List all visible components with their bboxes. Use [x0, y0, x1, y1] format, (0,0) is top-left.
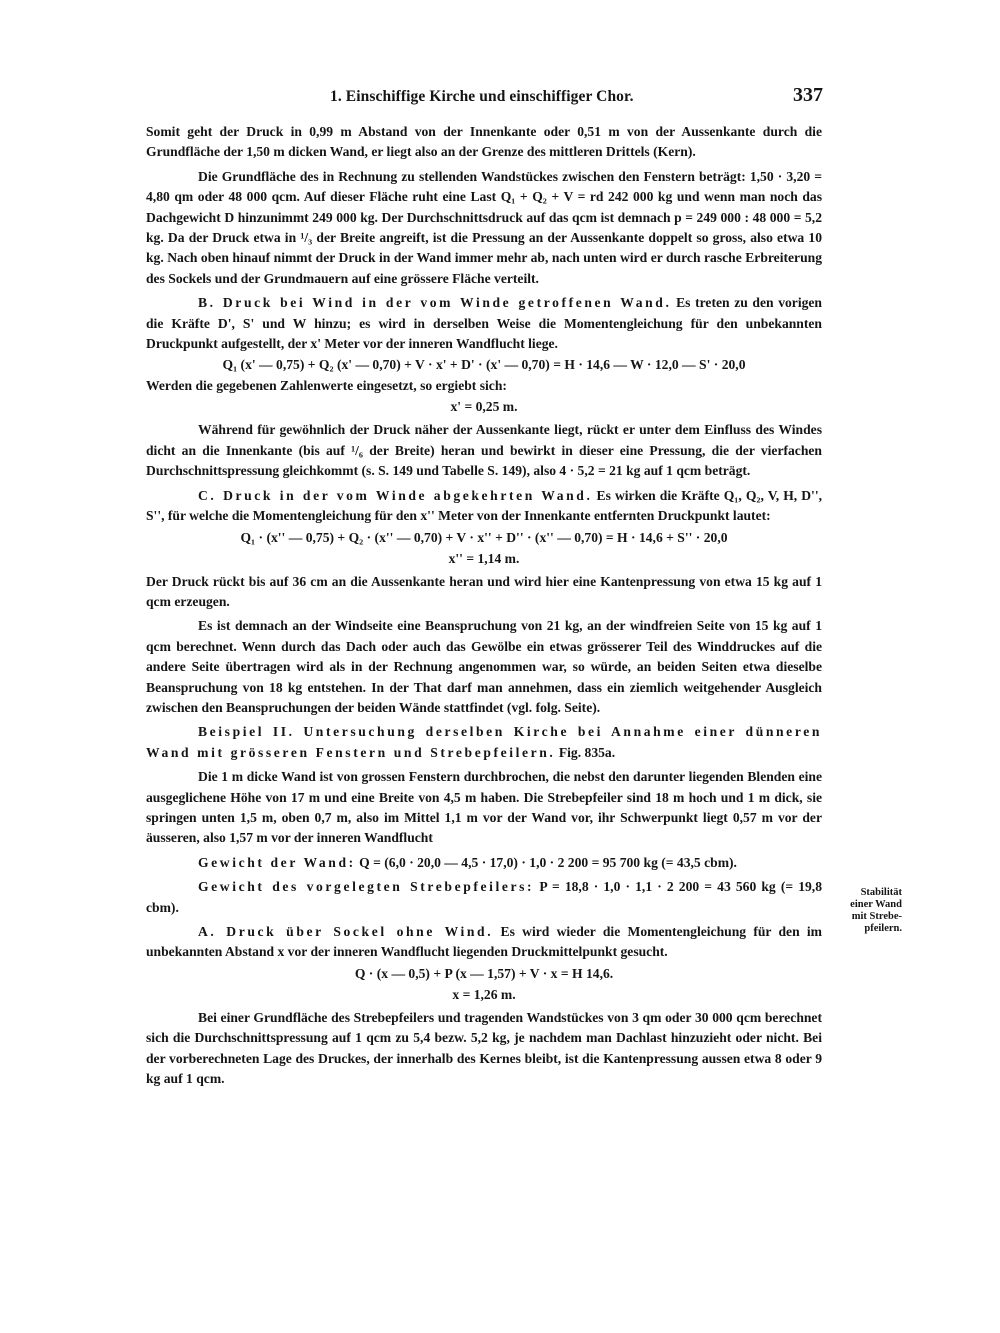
margin-note-line: Stabilität	[860, 887, 902, 898]
paragraph: Der Druck rückt bis auf 36 cm an die Aussenkante heran und wird hier eine Kantenpressung von etwa 15 kg auf 1 qcm erzeugen.	[146, 573, 822, 609]
weight-wall: Gewicht der Wand: Q = (6,0 · 20,0 — 4,5 · 17,0) · 1,0 · 2 200 = 95 700 kg (= 43,5 cbm).	[198, 854, 737, 870]
margin-note-line: einer Wand	[850, 899, 902, 910]
paragraph: Es ist demnach an der Windseite eine Beanspruchung von 21 kg, an der windfreien Seite von 15 kg auf 1 qcm berechnet. Wenn durch das Dach oder auch das Gewölbe ein etwas grösserer Teil des Winddruckes auf die andere Seite übertragen wird als in der Rechnung angenommen war, so würde, an beiden Seiten etwa dieselbe Beanspruchung von 18 kg entstehen. In der That darf man annehmen, dass ein ziemlich weitgehender Ausgleich zwischen den Beanspruchungen der beiden Wände stattfindet (vgl. folg. Seite).	[146, 618, 822, 715]
equation-note: Werden die gegebenen Zahlenwerte eingesetzt, so ergiebt sich:	[146, 378, 507, 394]
paragraph: Bei einer Grundfläche des Strebepfeilers und tragenden Wandstückes von 3 qm oder 30 000 qcm berechnet sich die Durchschnittspressung auf 1 qcm zu 5,4 bezw. 5,2 kg, je nachdem man Dachlast hinzuzieht oder nicht. Bei der vorberechneten Lage des Druckes, der innerhalb des Kernes bleibt, ist die Kantenpressung aussen etwa 8 oder 9 kg auf 1 qcm.	[146, 1009, 822, 1087]
paragraph: Die Grundfläche des in Rechnung zu stellenden Wandstückes zwischen den Fenstern beträgt: 1,50 · 3,20 = 4,80 qm oder 48 000 qcm. Auf dieser Fläche ruht eine Last Q₁ + Q₂ + V = rd 242 000 kg und wenn man noch das Dachgewicht D hinzunimmt 249 000 kg. Der Durchschnittsdruck auf das qcm ist demnach p = 249 000 : 48 000 = 5,2 kg. Da der Druck etwa in ¹/₃ der Breite angreift, ist die Pressung an der Aussenkante doppelt so gross, also etwa 10 kg. Nach oben hinauf nimmt der Druck in der Wand immer mehr ab, nach unten wird er durch rasche Erbreiterung des Sockels und der Grundmauern auf eine grössere Fläche verteilt.	[146, 168, 822, 286]
margin-note-line: pfeilern.	[864, 923, 902, 934]
running-head: 1. Einschiffige Kirche und einschiffiger Chor.	[330, 88, 634, 105]
equation-block	[146, 963, 822, 1005]
equation: Q · (x — 0,5) + P (x — 1,57) + V · x = H 14,6.	[354, 965, 614, 981]
equation-result: x = 1,26 m.	[452, 986, 516, 1002]
equation-block	[146, 527, 822, 569]
section-heading: B. Druck bei Wind in der vom Winde getroffenen Wand.	[198, 295, 672, 311]
equation-block	[146, 354, 822, 417]
weight-buttress: Gewicht des vorgelegten Strebepfeilers: P = 18,8 · 1,0 · 1,1 · 2 200 = 43 560 kg (= 19,8 cbm).	[146, 879, 822, 915]
margin-note	[830, 887, 902, 935]
weight-label: Gewicht der Wand:	[198, 854, 356, 870]
section-heading: A. Druck über Sockel ohne Wind.	[198, 924, 494, 939]
section-c-paragraph: C. Druck in der vom Winde abgekehrten Wand. Es wirken die Kräfte Q₁, Q₂, V, H, D'', S'', für welche die Momentengleichung für den x'' Meter von der Innenkante entfernten Druckpunkt lautet:	[146, 487, 822, 524]
section-heading: C. Druck in der vom Winde abgekehrten Wand.	[198, 487, 593, 503]
paragraph: Während für gewöhnlich der Druck näher der Aussenkante liegt, rückt er unter dem Einfluss des Windes dicht an die Innenkante (bis auf ¹/₆ der Breite) heran und bewirkt in dieser eine Pressung, die der vierfachen Durchschnittspressung gleichkommt (s. S. 149 und Tabelle S. 149), also 4 · 5,2 = 21 kg auf 1 qcm beträgt.	[146, 422, 822, 479]
section-heading: Beispiel II. Untersuchung derselben Kirche bei Annahme einer dünneren Wand mit grösseren Fenstern und Strebepfeilern.	[146, 724, 822, 760]
body-text	[146, 122, 822, 1093]
page-number: 337	[793, 84, 823, 106]
example-heading	[146, 722, 822, 763]
paragraph: Somit geht der Druck in 0,99 m Abstand von der Innenkante oder 0,51 m von der Aussenkante durch die Grundfläche der 1,50 m dicken Wand, er liegt also an der Grenze des mittleren Drittels (Kern).	[146, 124, 822, 160]
equation-result: x' = 0,25 m.	[450, 399, 518, 415]
margin-note-line: mit Strebe-	[851, 911, 902, 922]
equation: Q₁ · (x'' — 0,75) + Q₂ · (x'' — 0,70) + V · x'' + D'' · (x'' — 0,70) = H · 14,6 + S'' · 20,0	[240, 529, 728, 545]
section-b-paragraph: B. Druck bei Wind in der vom Winde getroffenen Wand. Es treten zu den vorigen die Kräfte D', S' und W hinzu; es wird in derselben Weise die Momentengleichung für den unbekannten Druckpunkt aufgestellt, der x' Meter vor der inneren Wandflucht liege.	[146, 295, 822, 352]
equation-result: x'' = 1,14 m.	[448, 550, 520, 566]
figure-reference: Fig. 835a.	[558, 744, 616, 760]
section-a-paragraph: A. Druck über Sockel ohne Wind. Es wird wieder die Momentengleichung für den im unbekannten Abstand x vor der inneren Wandflucht liegenden Druckmittelpunkt gesucht.	[146, 924, 822, 960]
weight-label: Gewicht des vorgelegten Strebepfeilers:	[198, 879, 535, 895]
paragraph: Die 1 m dicke Wand ist von grossen Fenstern durchbrochen, die nebst den darunter liegenden Blenden eine ausgeglichene Höhe von 17 m und eine Breite von 4,5 m haben. Die Strebepfeiler sind 18 m hoch und 1 m dick, sie springen unten 1,5 m, oben 0,7 m, also im Mittel 1,1 m vor der Wand vor, ihr Schwerpunkt liegt 0,57 m vor der äusseren, also 1,57 m vor der inneren Wandflucht	[146, 769, 822, 846]
page-header	[148, 84, 823, 110]
equation: Q₁ (x' — 0,75) + Q₂ (x' — 0,70) + V · x' + D' · (x' — 0,70) = H · 14,6 — W · 12,0 — S' · 20,0	[222, 357, 746, 373]
